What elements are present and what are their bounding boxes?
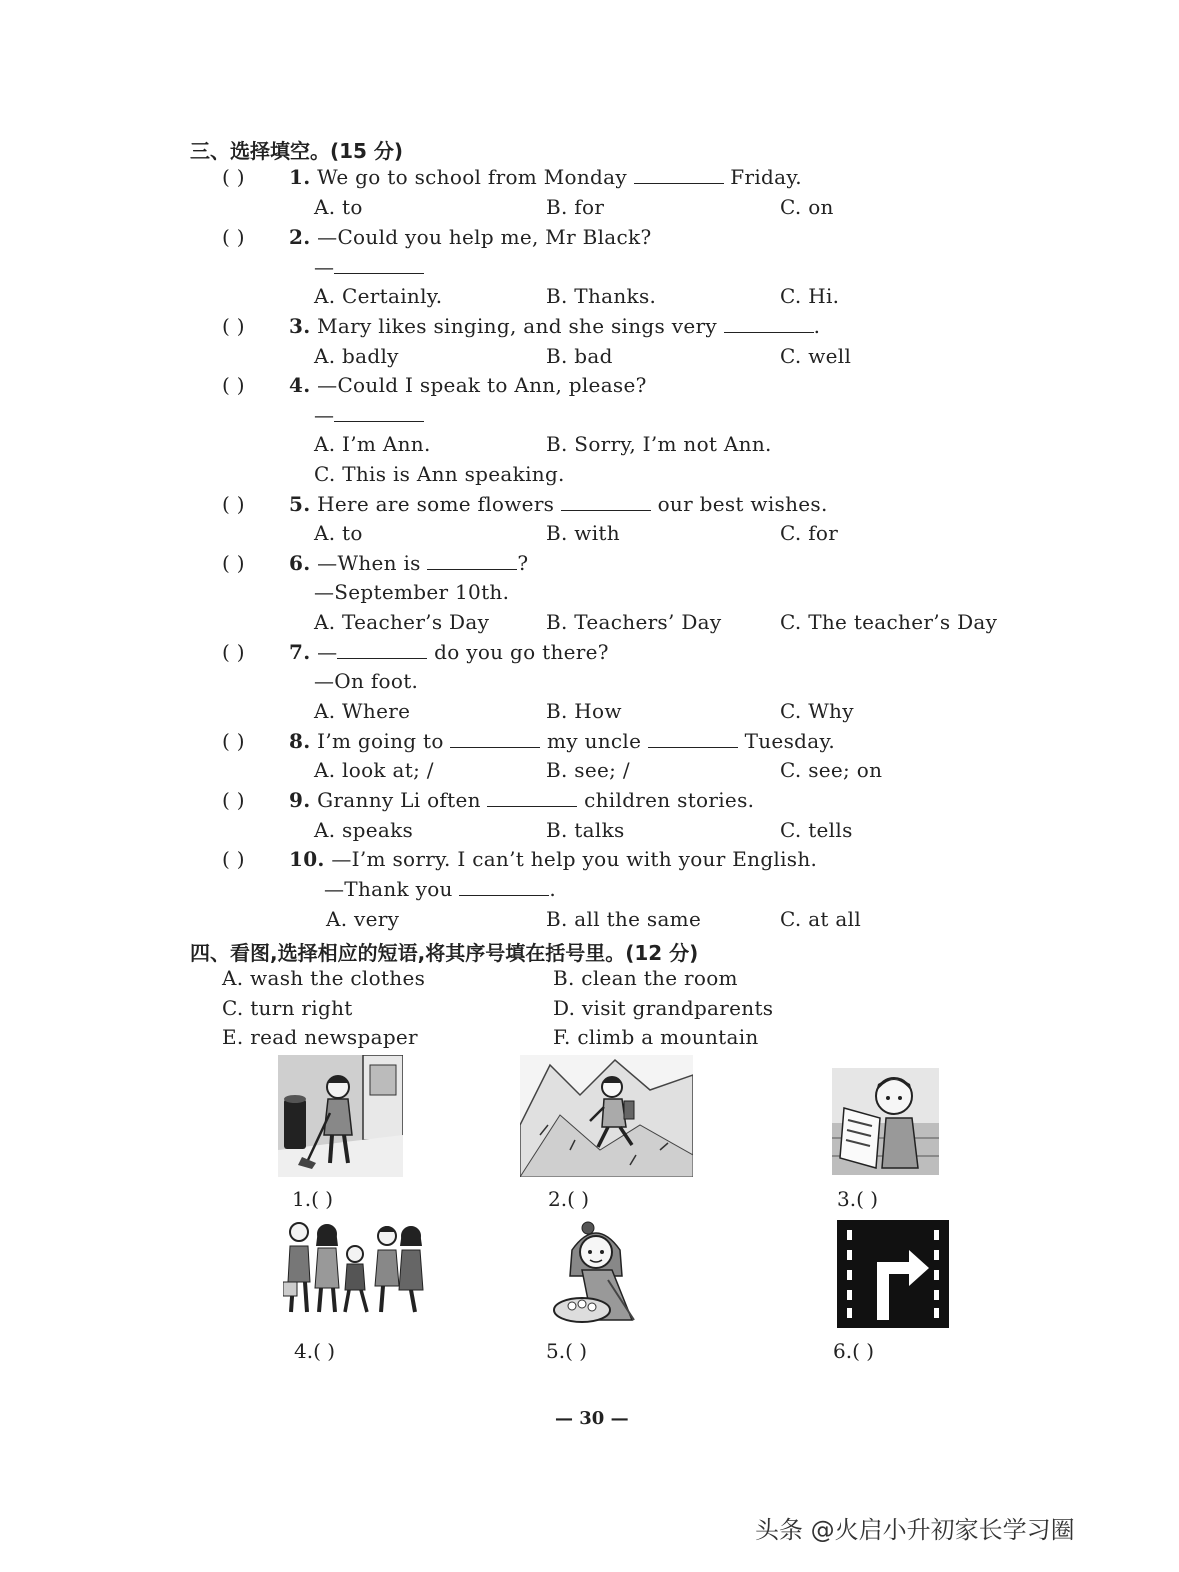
response-line: [314, 403, 424, 427]
option-c: C. Hi.: [780, 284, 840, 308]
question-text: Here are some flowers: [317, 492, 555, 516]
question-7: [289, 640, 609, 664]
question-4: [289, 373, 647, 397]
option-a: A. very: [326, 907, 400, 931]
option-a: A. to: [314, 521, 363, 545]
answer-paren: ( ): [222, 492, 245, 516]
question-5: [289, 492, 828, 516]
answer-paren: ( ): [222, 314, 245, 338]
blank: [337, 642, 427, 659]
picture-climb-mountain: [520, 1055, 693, 1177]
page-number: — 30 —: [555, 1408, 629, 1429]
question-text: my uncle: [547, 729, 642, 753]
question-2: [289, 225, 651, 249]
question-number: 6.: [289, 551, 311, 575]
answer-paren: ( ): [222, 165, 245, 189]
question-10: [289, 847, 817, 871]
section-3-title: 三、选择填空。(15 分): [190, 139, 404, 163]
option-c: C. This is Ann speaking.: [314, 462, 565, 486]
phrase-c: C. turn right: [222, 996, 353, 1020]
picture-3-answer: 3.( ): [837, 1187, 879, 1211]
question-9: [289, 788, 754, 812]
question-6: [289, 551, 528, 575]
answer-paren: ( ): [222, 225, 245, 249]
mountain-climber-illustration: [520, 1055, 693, 1177]
option-c: C. well: [780, 344, 852, 368]
option-b: B. How: [546, 699, 622, 723]
family-illustration: [283, 1220, 426, 1316]
option-b: B. bad: [546, 344, 613, 368]
question-text: Mary likes singing, and she sings very: [317, 314, 717, 338]
option-b: B. Sorry, I’m not Ann.: [546, 432, 772, 456]
question-number: 9.: [289, 788, 311, 812]
question-text: our best wishes.: [657, 492, 828, 516]
blank: [634, 167, 724, 184]
answer-paren: ( ): [222, 847, 245, 871]
dash: —: [314, 255, 335, 279]
picture-wash-clothes: [552, 1220, 640, 1330]
blank: [427, 553, 517, 570]
option-b: B. Teachers’ Day: [546, 610, 722, 634]
answer-paren: ( ): [222, 729, 245, 753]
question-number: 1.: [289, 165, 311, 189]
picture-6-answer: 6.( ): [833, 1339, 875, 1363]
question-text: —When is: [317, 551, 421, 575]
question-text: .: [813, 314, 821, 338]
option-a: A. I’m Ann.: [314, 432, 431, 456]
picture-clean-room: [278, 1055, 403, 1177]
question-8: [289, 729, 835, 753]
phrase-a: A. wash the clothes: [222, 966, 426, 990]
phrase-e: E. read newspaper: [222, 1025, 418, 1049]
blank: [334, 405, 424, 422]
question-text: Friday.: [730, 165, 802, 189]
question-number: 4.: [289, 373, 311, 397]
picture-2-answer: 2.( ): [548, 1187, 590, 1211]
question-1: [289, 165, 802, 189]
picture-read-newspaper: [832, 1068, 939, 1175]
response-line: —On foot.: [314, 669, 419, 693]
question-number: 5.: [289, 492, 311, 516]
question-text: Granny Li often: [317, 788, 481, 812]
option-c: C. for: [780, 521, 839, 545]
question-number: 2.: [289, 225, 311, 249]
question-number: 10.: [289, 847, 325, 871]
option-a: A. Where: [314, 699, 411, 723]
phrase-f: F. climb a mountain: [553, 1025, 759, 1049]
option-b: B. for: [546, 195, 605, 219]
question-text: I’m going to: [317, 729, 444, 753]
question-text: children stories.: [584, 788, 755, 812]
phrase-b: B. clean the room: [553, 966, 738, 990]
option-a: A. look at; /: [314, 758, 434, 782]
question-text: —Could you help me, Mr Black?: [317, 225, 652, 249]
question-number: 8.: [289, 729, 311, 753]
question-number: 3.: [289, 314, 311, 338]
question-text: .: [549, 877, 557, 901]
picture-visit-grandparents: [283, 1220, 426, 1316]
option-a: A. badly: [314, 344, 399, 368]
answer-paren: ( ): [222, 640, 245, 664]
boy-reading-illustration: [832, 1068, 939, 1175]
question-text: We go to school from Monday: [317, 165, 627, 189]
picture-turn-right: [837, 1220, 949, 1328]
option-a: A. speaks: [314, 818, 414, 842]
option-c: C. on: [780, 195, 834, 219]
blank: [334, 257, 424, 274]
watermark-text: 头条 @火启小升初家长学习圈: [755, 1516, 1075, 1544]
response-line: [324, 877, 556, 901]
question-text: —Thank you: [324, 877, 453, 901]
option-c: C. tells: [780, 818, 853, 842]
picture-4-answer: 4.( ): [294, 1339, 336, 1363]
question-text: —: [317, 640, 338, 664]
option-c: C. The teacher’s Day: [780, 610, 998, 634]
blank: [648, 731, 738, 748]
option-c: C. see; on: [780, 758, 883, 782]
sweeping-girl-illustration: [278, 1055, 403, 1177]
question-text: —I’m sorry. I can’t help you with your English.: [331, 847, 818, 871]
blank: [450, 731, 540, 748]
question-text: —Could I speak to Ann, please?: [317, 373, 647, 397]
picture-5-answer: 5.( ): [546, 1339, 588, 1363]
answer-paren: ( ): [222, 788, 245, 812]
option-b: B. talks: [546, 818, 625, 842]
question-3: [289, 314, 820, 338]
blank: [459, 879, 549, 896]
answer-paren: ( ): [222, 373, 245, 397]
question-text: Tuesday.: [744, 729, 836, 753]
phrase-d: D. visit grandparents: [553, 996, 774, 1020]
option-a: A. to: [314, 195, 363, 219]
question-text: ?: [517, 551, 529, 575]
option-b: B. all the same: [546, 907, 702, 931]
section-4-title: 四、看图,选择相应的短语,将其序号填在括号里。(12 分): [190, 941, 699, 965]
question-text: do you go there?: [434, 640, 609, 664]
blank: [724, 316, 814, 333]
question-number: 7.: [289, 640, 311, 664]
girl-washing-illustration: [552, 1220, 640, 1330]
turn-right-sign-illustration: [837, 1220, 949, 1328]
response-line: —September 10th.: [314, 580, 510, 604]
option-a: A. Teacher’s Day: [314, 610, 490, 634]
blank: [561, 494, 651, 511]
blank: [487, 790, 577, 807]
option-c: C. Why: [780, 699, 854, 723]
option-a: A. Certainly.: [314, 284, 443, 308]
option-c: C. at all: [780, 907, 862, 931]
response-line: [314, 255, 424, 279]
option-b: B. Thanks.: [546, 284, 657, 308]
answer-paren: ( ): [222, 551, 245, 575]
picture-1-answer: 1.( ): [292, 1187, 334, 1211]
dash: —: [314, 403, 335, 427]
option-b: B. with: [546, 521, 620, 545]
option-b: B. see; /: [546, 758, 630, 782]
